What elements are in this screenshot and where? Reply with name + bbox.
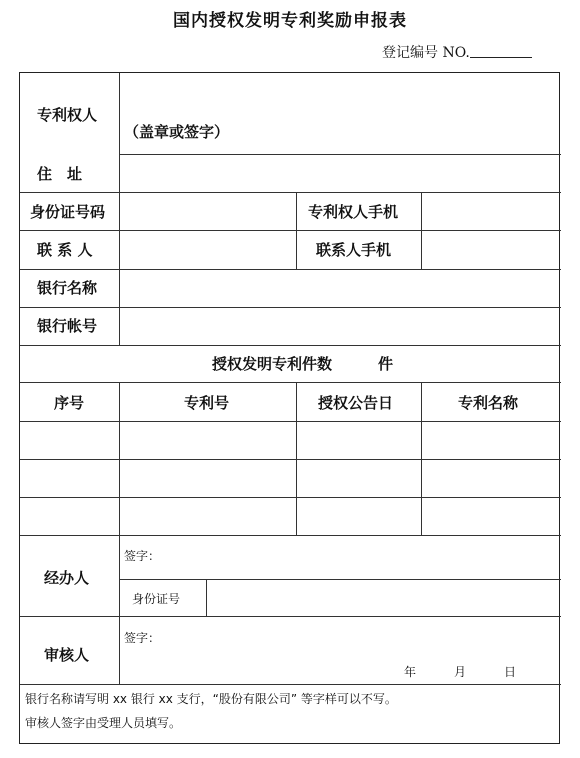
column-divider [206,579,207,616]
column-divider [421,382,422,535]
id-number-label: 身份证号码 [30,203,106,221]
column-header-grant-date: 授权公告日 [318,394,394,412]
table-row[interactable] [298,461,420,496]
registration-number [382,42,532,62]
table-row[interactable] [21,423,118,458]
registration-number-field[interactable] [470,45,532,58]
table-row[interactable] [21,499,118,534]
patentee-label: 专利权人 [37,106,98,124]
reviewer-label: 审核人 [44,646,90,664]
table-row[interactable] [21,461,118,496]
row-divider [20,192,561,193]
row-divider [20,684,561,685]
row-divider [20,230,561,231]
row-divider [20,382,561,383]
reviewer-date-day: 日 [504,665,517,679]
row-divider [20,459,561,460]
contact-label: 联 系 人 [37,241,93,259]
handler-sign-label: 签字： [124,549,161,563]
table-row[interactable] [423,461,559,496]
column-header-patent-name: 专利名称 [458,394,519,412]
column-header-serial: 序号 [54,394,85,412]
reviewer-date-month: 月 [454,665,467,679]
row-divider [20,535,561,536]
address-field[interactable] [121,156,559,191]
id-number-field[interactable] [121,194,294,229]
row-divider [119,154,561,155]
row-divider [20,269,561,270]
column-divider [296,192,297,269]
column-divider [119,382,120,535]
contact-field[interactable] [121,232,294,268]
handler-id-field[interactable] [208,581,558,615]
address-label: 住 址 [37,165,83,183]
note-line-1: 银行名称请写明 xx 银行 xx 支行，“股份有限公司” 等字样可以不写。 [25,692,397,706]
column-header-patent-number: 专利号 [184,394,230,412]
note-line-2: 审核人签字由受理人员填写。 [25,716,182,730]
application-form [19,72,560,744]
row-divider [20,345,561,346]
row-divider [119,579,561,580]
bank-name-label: 银行名称 [37,279,98,297]
row-divider [20,307,561,308]
form-title: 国内授权发明专利奖励申报表 [173,11,407,31]
table-row[interactable] [298,423,420,458]
reviewer-signature-field[interactable] [170,619,558,659]
handler-signature-field[interactable] [170,537,558,577]
bank-account-field[interactable] [121,309,559,344]
bank-name-field[interactable] [121,271,559,306]
column-divider [119,535,120,684]
column-divider [296,382,297,535]
registration-label: 登记编号 NO. [382,45,470,61]
bank-account-label: 银行帐号 [37,317,98,335]
table-row[interactable] [423,423,559,458]
column-divider [421,192,422,269]
contact-phone-label: 联系人手机 [316,241,392,259]
handler-id-label: 身份证号 [132,592,181,606]
table-row[interactable] [298,499,420,534]
patentee-phone-field[interactable] [423,194,559,229]
patentee-phone-label: 专利权人手机 [308,203,399,221]
row-divider [20,421,561,422]
table-row[interactable] [121,461,295,496]
table-row[interactable] [121,499,295,534]
patent-count-suffix: 件 [378,355,394,373]
row-divider [20,616,561,617]
patent-count-prefix: 授权发明专利件数 [212,355,333,373]
row-divider [20,497,561,498]
table-row[interactable] [423,499,559,534]
table-row[interactable] [121,423,295,458]
patentee-field[interactable] [121,74,559,114]
reviewer-date-year: 年 [404,665,417,679]
handler-label: 经办人 [44,569,90,587]
reviewer-sign-label: 签字： [124,631,161,645]
contact-phone-field[interactable] [423,232,559,268]
column-divider [119,73,120,345]
seal-or-signature-hint: （盖章或签字） [124,123,230,141]
patent-count-field[interactable] [347,351,375,375]
